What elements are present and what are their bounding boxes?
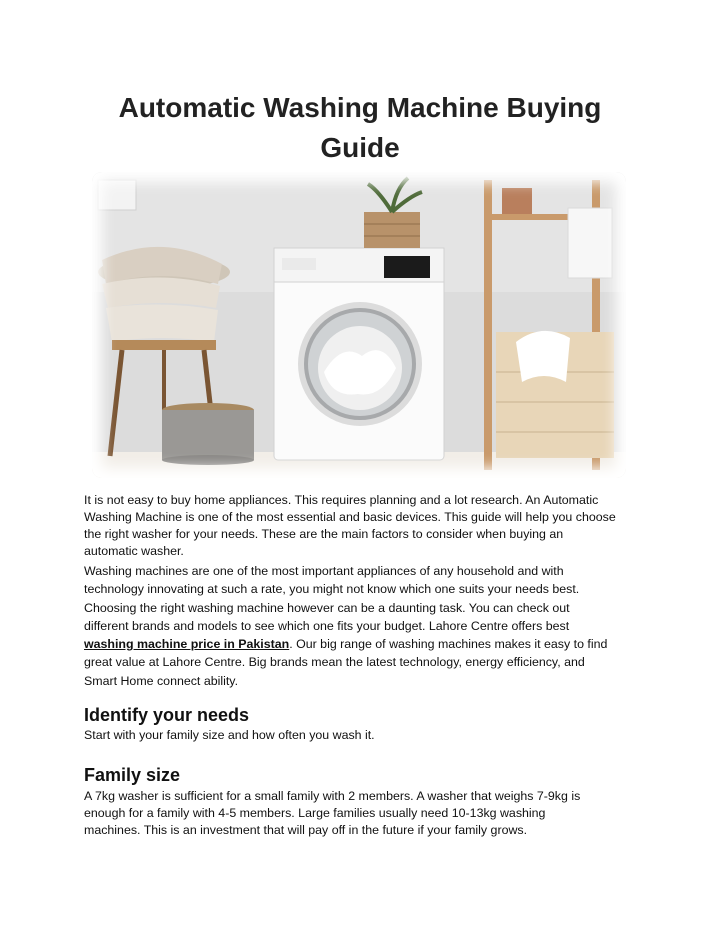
price-link[interactable]: washing machine price in Pakistan — [84, 637, 290, 652]
page-title — [60, 88, 660, 168]
laundry-hamper — [496, 331, 614, 458]
section-text-family-size — [84, 788, 644, 839]
title-line-1: Automatic Washing Machine Buying — [118, 92, 602, 123]
link-trailing-text: . Our big range of washing machines makes it easy to find — [289, 637, 608, 652]
family-line: machines. This is an investment that will pay off in the future if your family grows. — [84, 823, 528, 837]
intro-line: It is not easy to buy home appliances. This requires planning and a lot research. An Automatic — [84, 493, 599, 507]
section-heading-needs: Identify your needs — [84, 705, 250, 725]
paragraph-line: different brands and models to see which one fits your budget. Lahore Centre offers best — [84, 618, 570, 633]
section-text-needs: Start with your family size and how often you wash it. — [84, 728, 375, 742]
paragraph-line: Washing machines are one of the most important appliances of any household and with — [84, 564, 564, 578]
paragraph-line: technology innovating at such a rate, you might not know which one suits your needs best. — [84, 582, 580, 597]
section-heading-family-size: Family size — [84, 765, 181, 785]
washing-machine — [274, 248, 444, 460]
washing-machine-illustration — [92, 172, 626, 478]
hero-image — [92, 172, 626, 478]
title-line-2: Guide — [320, 132, 400, 163]
paragraph-line: great value at Lahore Centre. Big brands mean the latest technology, energy efficiency, and — [84, 655, 585, 670]
intro-line: automatic washer. — [84, 544, 184, 558]
stool-basket — [162, 403, 254, 465]
family-line: A 7kg washer is sufficient for a small family with 2 members. A washer that weighs 7-9kg is — [84, 789, 581, 803]
intro-paragraph — [84, 492, 644, 560]
second-paragraph — [84, 562, 644, 690]
paragraph-line-with-link — [84, 635, 644, 653]
paragraph-line: Choosing the right washing machine however can be a daunting task. You can check out — [84, 600, 570, 615]
paragraph-line: Smart Home connect ability. — [84, 673, 239, 688]
intro-line: the right washer for your needs. These are the main factors to consider when buying an — [84, 527, 564, 541]
family-line: enough for a family with 4-5 members. Large families usually need 10-13kg washing — [84, 806, 546, 820]
intro-line: Washing Machine is one of the most essential and basic devices. This guide will help you choose — [84, 510, 616, 524]
